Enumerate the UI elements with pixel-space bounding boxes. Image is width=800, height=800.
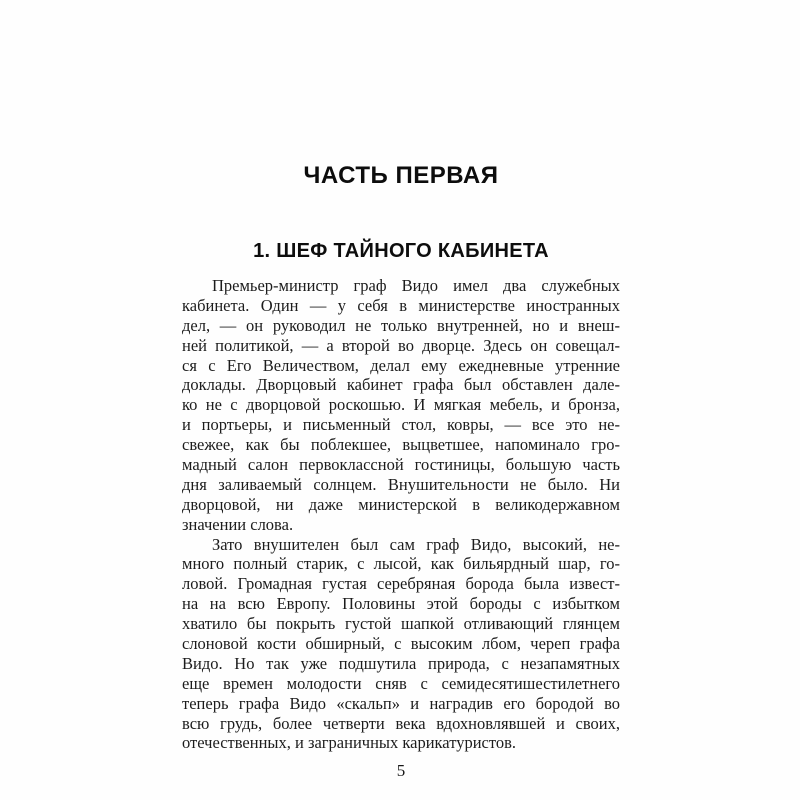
chapter-heading: 1. ШЕФ ТАЙНОГО КАБИНЕТА bbox=[253, 240, 549, 262]
text-line: свежее, как бы поблекшее, выцветшее, напоминало гро- bbox=[182, 435, 620, 455]
part-heading: ЧАСТЬ ПЕРВАЯ bbox=[303, 162, 499, 189]
text-line: дня заливаемый солнцем. Внушительности не было. Ни bbox=[182, 474, 620, 494]
text-line: кабинета. Один — у себя в министерстве иностранных bbox=[182, 295, 620, 315]
text-line: теперь графа Видо «скальп» и наградив его бородой во bbox=[182, 693, 620, 713]
text-line: всю грудь, более четверти века вдохновлявшей и своих, bbox=[182, 713, 620, 733]
text-line: еще времен молодости сняв с семидесятишестилетнего bbox=[182, 673, 620, 693]
text-line: ней политикой, — а второй во дворце. Здесь он совещал- bbox=[182, 335, 620, 355]
text-line: ловой. Громадная густая серебряная борода была извест- bbox=[182, 574, 620, 594]
text-line: хватило бы покрыть густой шапкой отливающий глянцем bbox=[182, 614, 620, 634]
body-text bbox=[182, 276, 620, 753]
text-line: ко не с дворцовой роскошью. И мягкая мебель, и бронза, bbox=[182, 395, 620, 415]
text-line: ся с Его Величеством, делал ему ежедневные утренние bbox=[182, 355, 620, 375]
paragraph bbox=[182, 276, 620, 535]
text-line: значении слова. bbox=[182, 514, 294, 534]
text-line: дворцовой, ни даже министерской в великодержавном bbox=[182, 494, 620, 514]
text-line: и портьеры, и письменный стол, ковры, — все это не- bbox=[182, 415, 620, 435]
text-line: Видо. Но так уже подшутила природа, с незапамятных bbox=[182, 653, 620, 673]
text-line: на на всю Европу. Половины этой бороды с избытком bbox=[182, 594, 620, 614]
text-line: отечественных, и заграничных карикатуристов. bbox=[182, 733, 517, 753]
page-number: 5 bbox=[396, 761, 406, 781]
text-line: много полный старик, с лысой, как бильярдный шар, го- bbox=[182, 554, 620, 574]
text-column bbox=[182, 0, 620, 781]
text-line: слоновой кости обширный, с высоким лбом, череп графа bbox=[182, 634, 620, 654]
text-line: Зато внушителен был сам граф Видо, высокий, не- bbox=[212, 534, 620, 554]
text-line: мадный салон первоклассной гостиницы, большую часть bbox=[182, 455, 620, 475]
text-line: доклады. Дворцовый кабинет графа был обставлен дале- bbox=[182, 375, 620, 395]
text-line: Премьер-министр граф Видо имел два служебных bbox=[212, 276, 620, 295]
paragraph bbox=[182, 535, 620, 754]
text-line: дел, — он руководил не только внутренней, но и внеш- bbox=[182, 315, 620, 335]
